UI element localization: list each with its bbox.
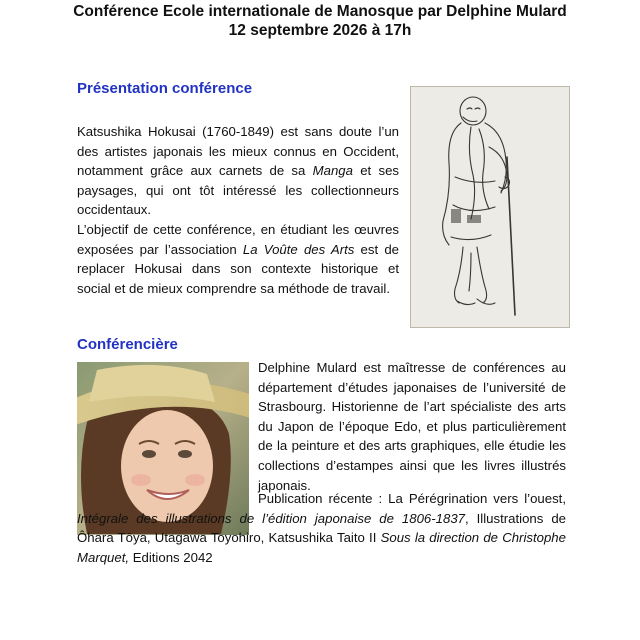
publication-text xyxy=(77,489,566,567)
presentation-paragraph-1: Katsushika Hokusai (1760-1849) est sans doute l’un des artistes japonais les mieux connus en Occident, notamment grâce aux carnets de sa Manga et ses paysages, qui ont tôt intéressé les collectionneurs occidentaux. xyxy=(77,124,399,218)
presentation-text xyxy=(77,122,399,298)
speaker-bio xyxy=(258,358,566,495)
sketch-illustration xyxy=(411,87,569,327)
hokusai-sketch-image xyxy=(410,86,570,328)
speaker-heading: Conférencière xyxy=(77,336,178,353)
publication-director: Sous la direction de Christophe Marquet, xyxy=(77,530,566,565)
manga-title: Manga xyxy=(312,163,353,179)
publication-paragraph: Publication récente : La Pérégrination vers l’ouest, Intégrale des illustrations de l’édition japonaise de 1806-1837, Illustrations de Ôhara Tōya, Utagawa Toyohiro, Katsushika Taito II Sous la direction de Christophe Marquet, Editions 2042 xyxy=(77,491,566,565)
document-header xyxy=(0,2,640,40)
publication-title: Intégrale des illustrations de l’édition japonaise de 1806-1837 xyxy=(77,510,465,526)
event-date: 12 septembre 2026 à 17h xyxy=(228,22,412,39)
presentation-heading: Présentation conférence xyxy=(77,80,253,97)
speaker-bio-paragraph: Delphine Mulard est maîtresse de conférences au département d’études japonaises de l’université de Strasbourg. Historienne de l’art spécialiste des arts du Japon de l’époque Edo, et plus particulièrement de la peinture et des arts graphiques, elle étudie les collections d’estampes ainsi que les livres illustrés japonais. xyxy=(258,360,566,493)
document-title: Conférence Ecole internationale de Manosque par Delphine Mulard xyxy=(73,3,567,20)
association-name: La Voûte des Arts xyxy=(242,241,355,257)
presentation-paragraph-2: L’objectif de cette conférence, en étudiant les œuvres exposées par l’association La Voûte des Arts est de replacer Hokusai dans son contexte historique et social et de mieux comprendre sa méthode de travail. xyxy=(77,221,399,296)
